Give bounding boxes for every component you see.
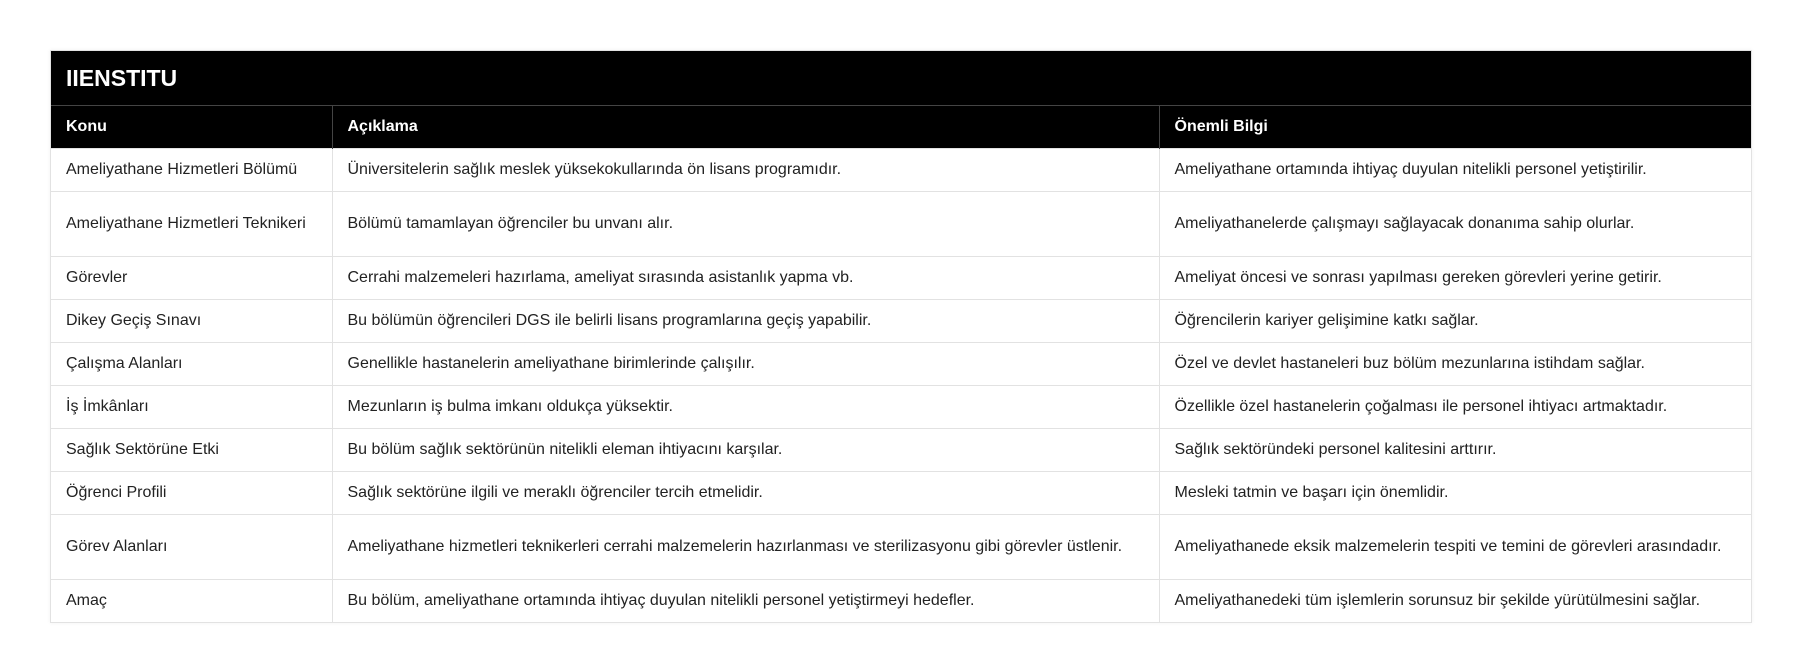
cell-onemli-bilgi: Ameliyathanede eksik malzemelerin tespiti ve temini de görevleri arasındadır.: [1159, 514, 1751, 579]
cell-konu: Çalışma Alanları: [51, 342, 332, 385]
table-row: [51, 342, 1751, 385]
cell-aciklama: Bu bölüm, ameliyathane ortamında ihtiyaç duyulan nitelikli personel yetiştirmeyi hedefler.: [332, 579, 1159, 622]
cell-aciklama: Bölümü tamamlayan öğrenciler bu unvanı alır.: [332, 191, 1159, 256]
brand-title: IIENSTITU: [51, 51, 1751, 106]
cell-konu: Öğrenci Profili: [51, 471, 332, 514]
cell-onemli-bilgi: Ameliyathanedeki tüm işlemlerin sorunsuz bir şekilde yürütülmesini sağlar.: [1159, 579, 1751, 622]
cell-aciklama: Mezunların iş bulma imkanı oldukça yüksektir.: [332, 385, 1159, 428]
table-row: [51, 191, 1751, 256]
cell-konu: Görev Alanları: [51, 514, 332, 579]
column-header-konu: Konu: [51, 106, 332, 148]
cell-aciklama: Cerrahi malzemeleri hazırlama, ameliyat sırasında asistanlık yapma vb.: [332, 256, 1159, 299]
cell-aciklama: Genellikle hastanelerin ameliyathane birimlerinde çalışılır.: [332, 342, 1159, 385]
table-row: [51, 579, 1751, 622]
cell-onemli-bilgi: Ameliyathanelerde çalışmayı sağlayacak donanıma sahip olurlar.: [1159, 191, 1751, 256]
table-row: [51, 299, 1751, 342]
cell-onemli-bilgi: Özel ve devlet hastaneleri buz bölüm mezunlarına istihdam sağlar.: [1159, 342, 1751, 385]
cell-aciklama: Sağlık sektörüne ilgili ve meraklı öğrenciler tercih etmelidir.: [332, 471, 1159, 514]
table-row: [51, 148, 1751, 191]
cell-onemli-bilgi: Öğrencilerin kariyer gelişimine katkı sağlar.: [1159, 299, 1751, 342]
table-row: [51, 428, 1751, 471]
cell-onemli-bilgi: Ameliyathane ortamında ihtiyaç duyulan nitelikli personel yetiştirilir.: [1159, 148, 1751, 191]
cell-konu: Amaç: [51, 579, 332, 622]
cell-onemli-bilgi: Özellikle özel hastanelerin çoğalması ile personel ihtiyacı artmaktadır.: [1159, 385, 1751, 428]
cell-onemli-bilgi: Ameliyat öncesi ve sonrası yapılması gereken görevleri yerine getirir.: [1159, 256, 1751, 299]
table-row: [51, 256, 1751, 299]
table-row: [51, 385, 1751, 428]
column-header-onemli-bilgi: Önemli Bilgi: [1159, 106, 1751, 148]
column-header-aciklama: Açıklama: [332, 106, 1159, 148]
cell-aciklama: Üniversitelerin sağlık meslek yüksekokullarında ön lisans programıdır.: [332, 148, 1159, 191]
cell-onemli-bilgi: Mesleki tatmin ve başarı için önemlidir.: [1159, 471, 1751, 514]
cell-aciklama: Bu bölüm sağlık sektörünün nitelikli eleman ihtiyacını karşılar.: [332, 428, 1159, 471]
cell-aciklama: Ameliyathane hizmetleri teknikerleri cerrahi malzemelerin hazırlanması ve sterilizasyonu gibi görevler üstlenir.: [332, 514, 1159, 579]
cell-konu: Ameliyathane Hizmetleri Teknikeri: [51, 191, 332, 256]
cell-konu: Sağlık Sektörüne Etki: [51, 428, 332, 471]
cell-konu: İş İmkânları: [51, 385, 332, 428]
info-table: [51, 106, 1751, 622]
cell-konu: Ameliyathane Hizmetleri Bölümü: [51, 148, 332, 191]
cell-konu: Görevler: [51, 256, 332, 299]
info-table-card: [50, 50, 1752, 623]
table-header-row: [51, 106, 1751, 148]
cell-konu: Dikey Geçiş Sınavı: [51, 299, 332, 342]
table-row: [51, 514, 1751, 579]
cell-aciklama: Bu bölümün öğrencileri DGS ile belirli lisans programlarına geçiş yapabilir.: [332, 299, 1159, 342]
table-row: [51, 471, 1751, 514]
cell-onemli-bilgi: Sağlık sektöründeki personel kalitesini arttırır.: [1159, 428, 1751, 471]
